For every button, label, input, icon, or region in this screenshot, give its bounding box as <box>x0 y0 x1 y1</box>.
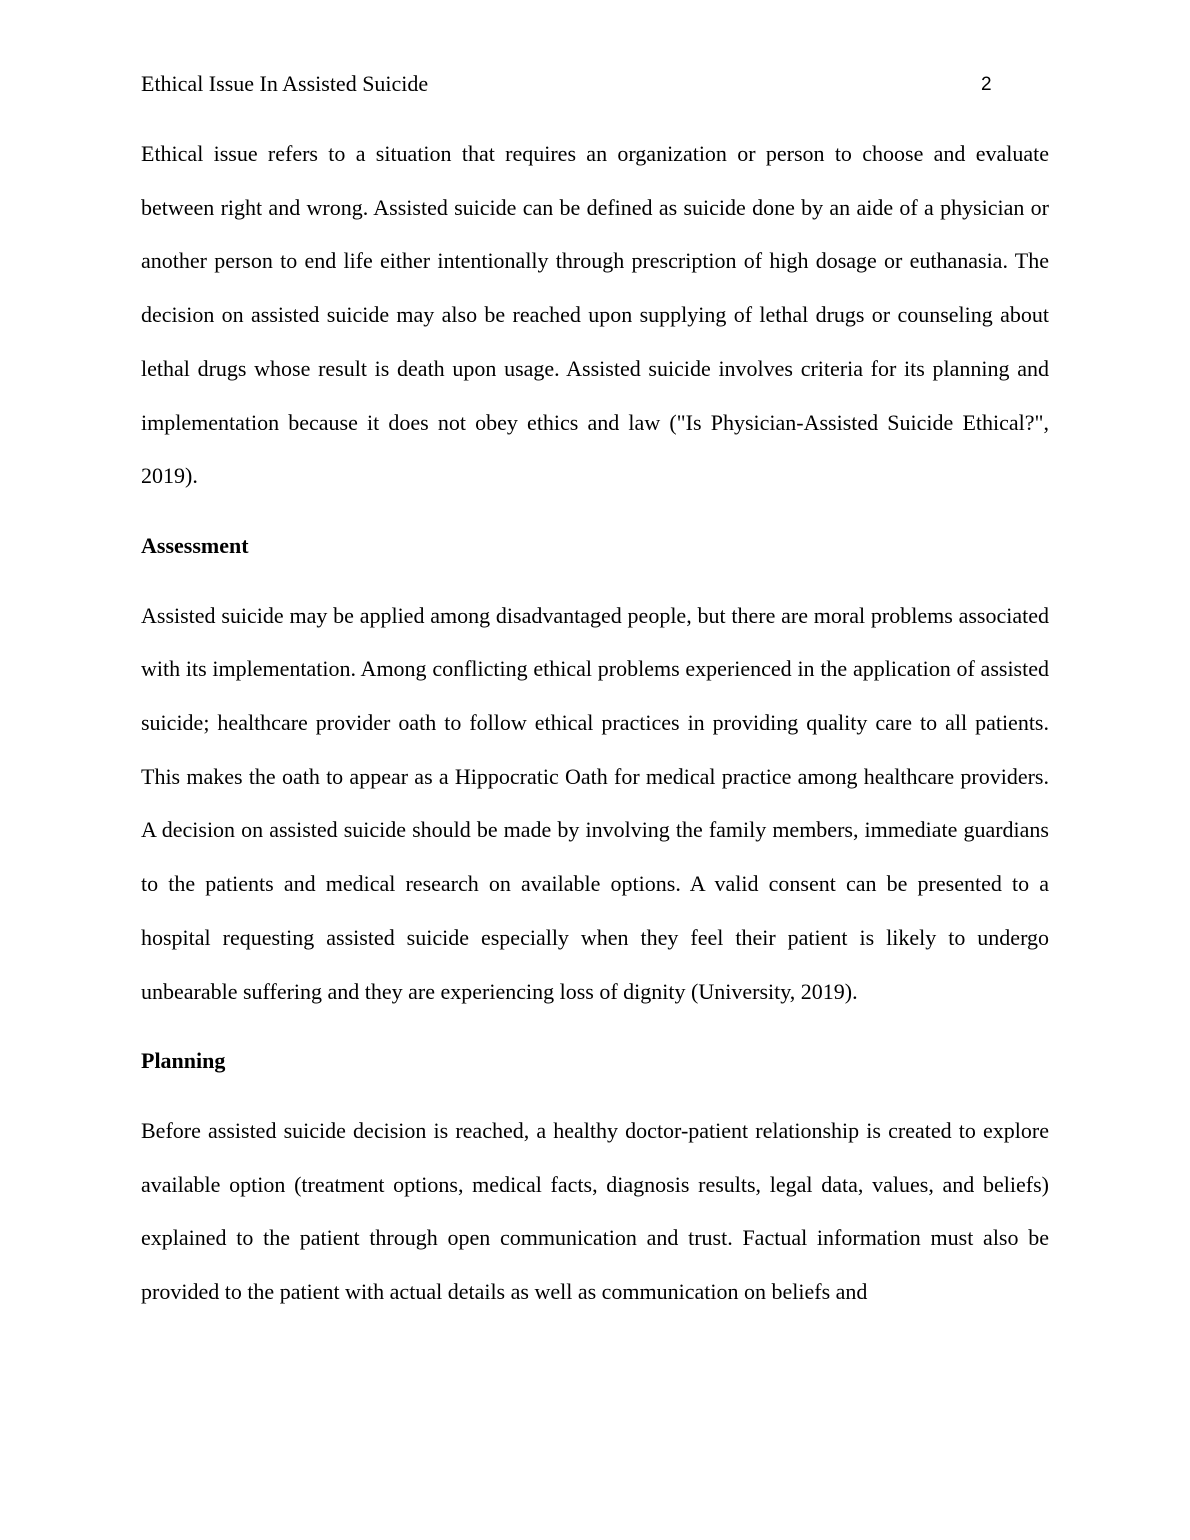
planning-paragraph: Before assisted suicide decision is reached, a healthy doctor-patient relationship is created to explore available option (treatment options, medical facts, diagnosis results, legal data, values, and beliefs) explained to the patient through open communication and trust. Factual information must also be provided to the patient with actual details as well as communication on beliefs and <box>141 1117 1049 1305</box>
document-body <box>141 127 1049 1319</box>
assessment-paragraph: Assisted suicide may be applied among disadvantaged people, but there are moral problems associated with its implementation. Among conflicting ethical problems experienced in the application of assisted suicide; healthcare provider oath to follow ethical practices in providing quality care to all patients. This makes the oath to appear as a Hippocratic Oath for medical practice among healthcare providers. A decision on assisted suicide should be made by involving the family members, immediate guardians to the patients and medical research on available options. A valid consent can be presented to a hospital requesting assisted suicide especially when they feel their patient is likely to undergo unbearable suffering and they are experiencing loss of dignity (University, 2019). <box>141 602 1049 1004</box>
intro-paragraph: Ethical issue refers to a situation that requires an organization or person to choose and evaluate between right and wrong. Assisted suicide can be defined as suicide done by an aide of a physician or another person to end life either intentionally through prescription of high dosage or euthanasia. The decision on assisted suicide may also be reached upon supplying of lethal drugs or counseling about lethal drugs whose result is death upon usage. Assisted suicide involves criteria for its planning and implementation because it does not obey ethics and law ("Is Physician-Assisted Suicide Ethical?", 2019). <box>141 141 1049 489</box>
running-head: Ethical Issue In Assisted Suicide <box>141 71 429 96</box>
section-heading-planning: Planning <box>141 1048 226 1074</box>
section-heading-assessment: Assessment <box>141 532 249 558</box>
page-number: 2 <box>981 74 992 95</box>
